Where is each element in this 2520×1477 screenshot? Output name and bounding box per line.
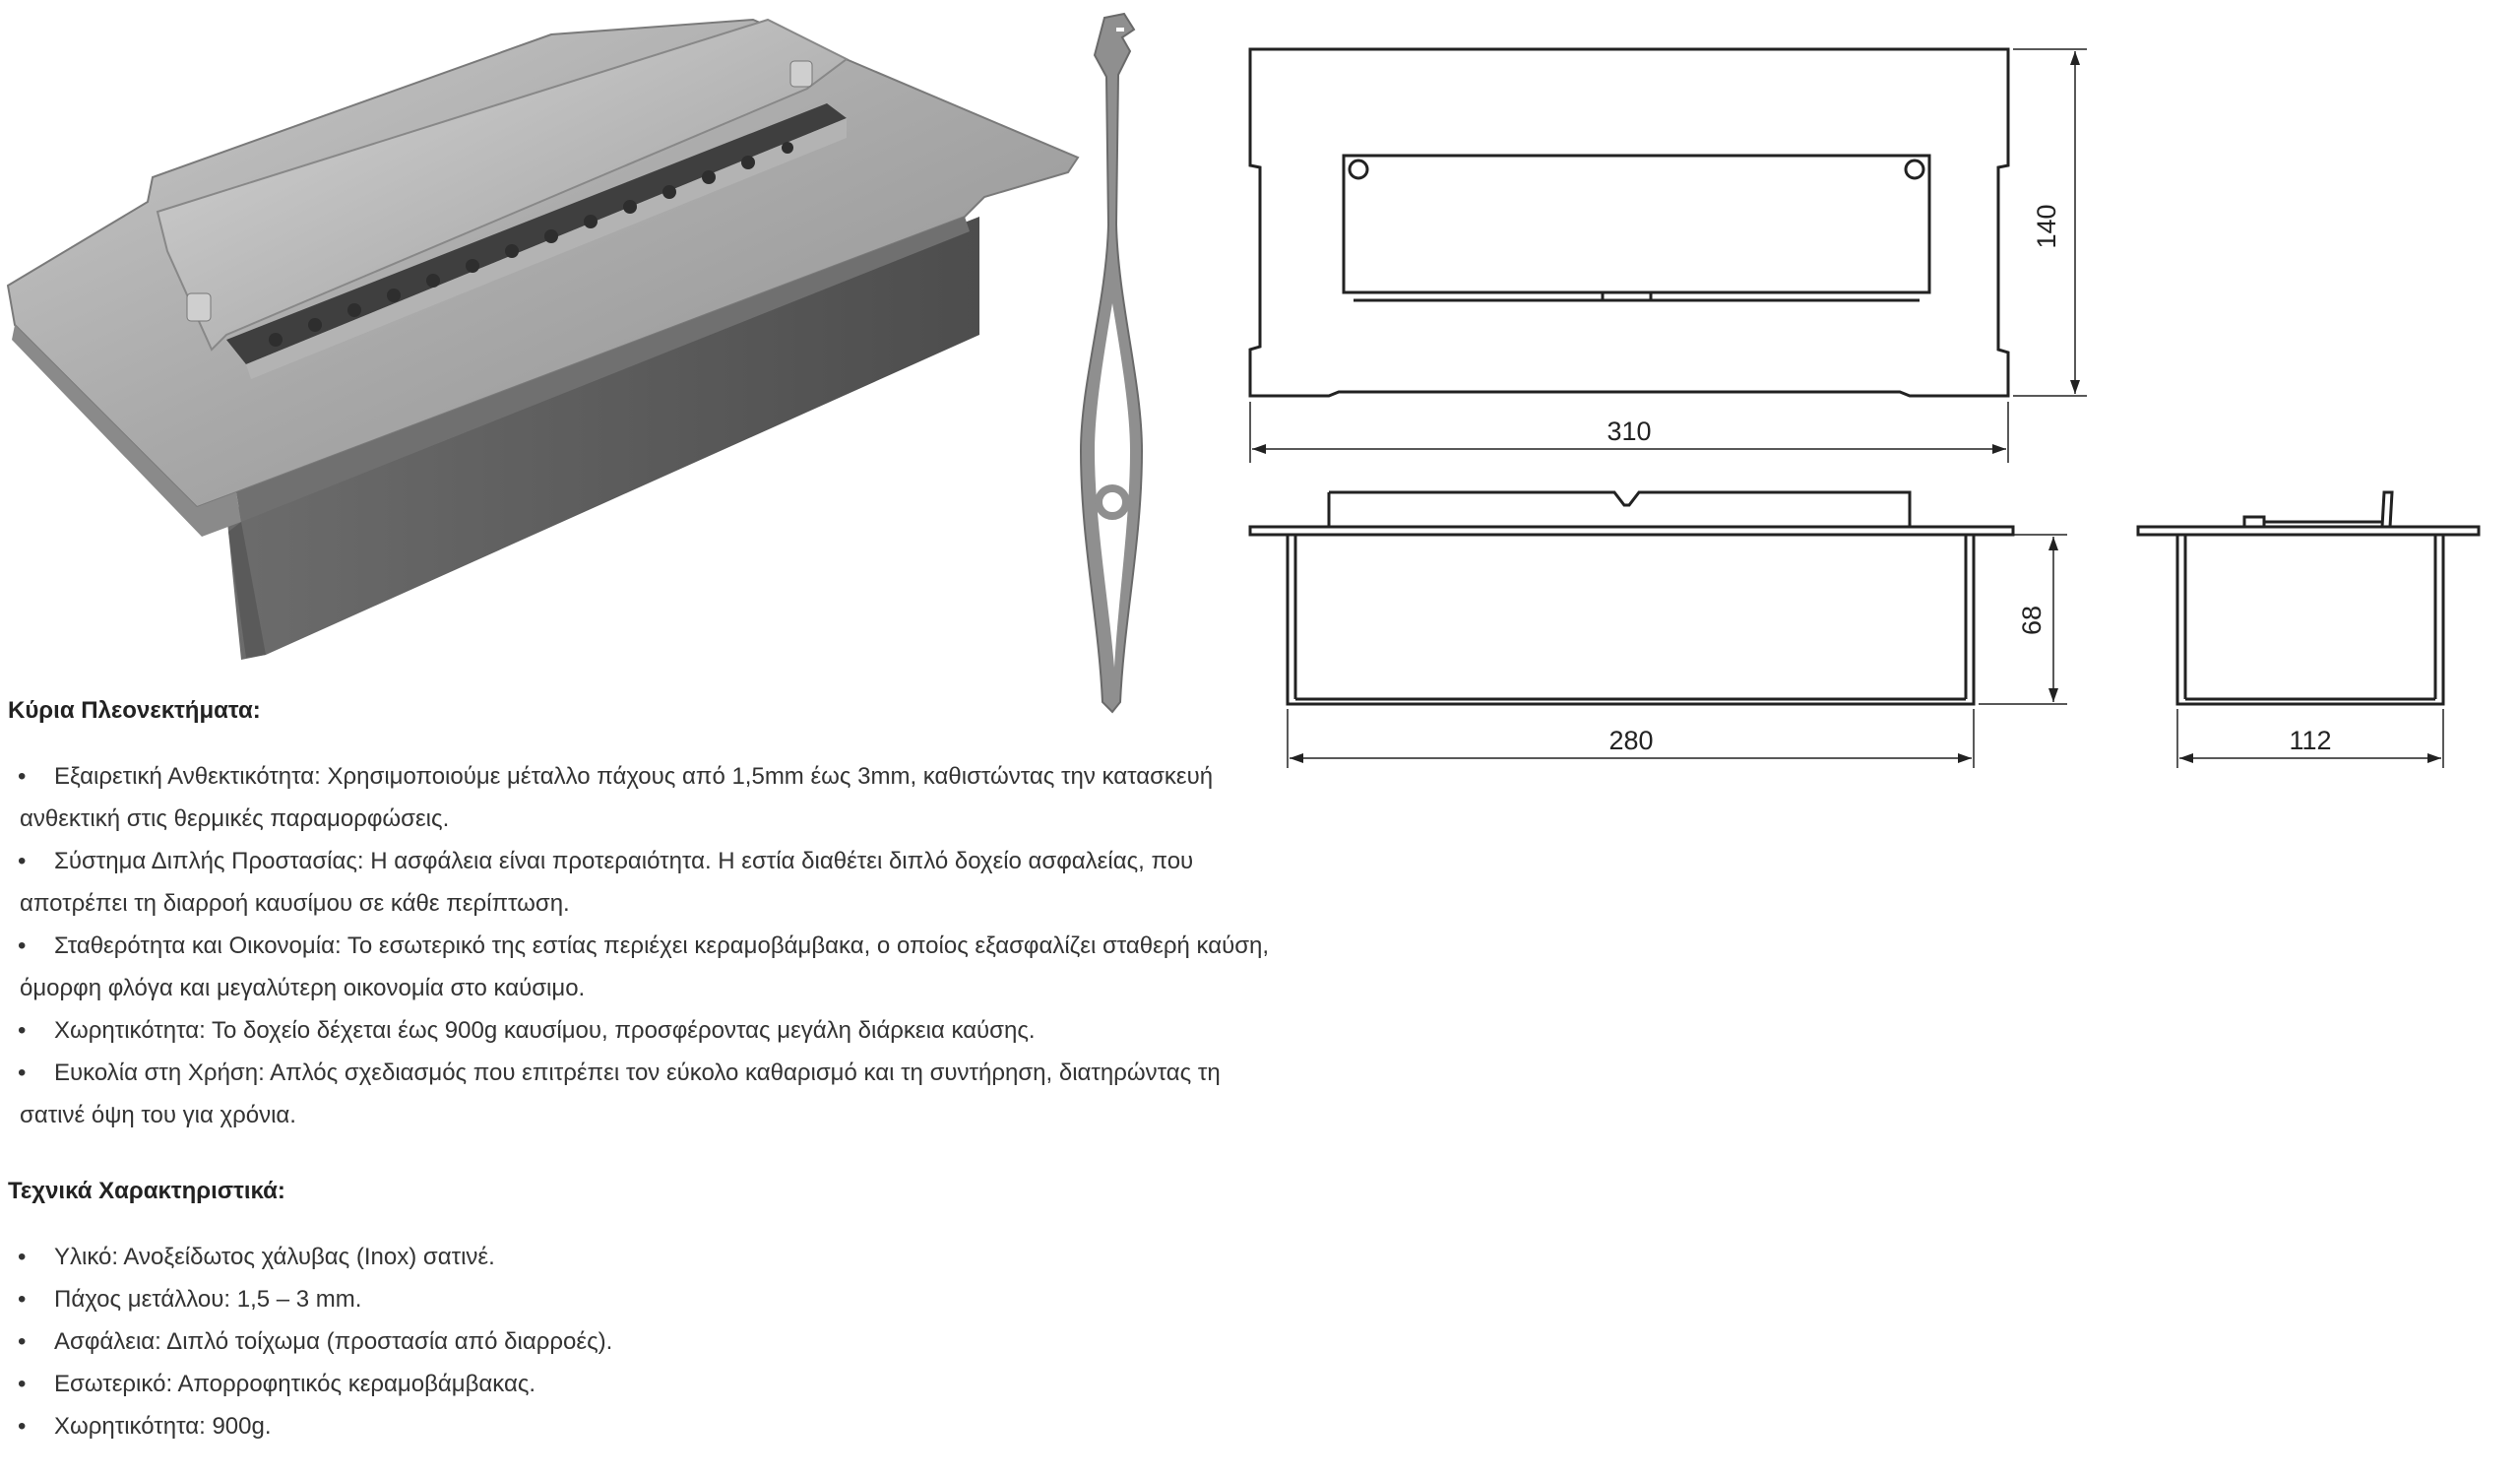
bullet: • [18,1060,27,1086]
list-item-text: Ευκολία στη Χρήση: Απλός σχεδιασμός που επιτρέπει τον εύκολο καθαρισμό και τη συντήρηση, διατηρώντας τη [54,1060,1221,1086]
bullet: • [18,848,27,874]
list-item [0,1363,984,1405]
list-item-text: Χωρητικότητα: 900g. [54,1413,272,1440]
list-item-text: Εσωτερικό: Απορροφητικός κεραμοβάμβακας. [54,1371,536,1397]
list-item-text: Πάχος μετάλλου: 1,5 – 3 mm. [54,1286,362,1313]
list-item [0,1278,984,1320]
list-item [0,1405,984,1447]
bullet: • [18,1017,27,1044]
list-item [0,1236,984,1278]
list-item [0,1052,1398,1136]
bullet: • [18,1328,27,1355]
list-item-text: Χωρητικότητα: Το δοχείο δέχεται έως 900g καυσίμου, προσφέροντας μεγάλη διάρκεια καύσης. [54,1017,1036,1044]
bullet: • [18,1244,27,1270]
list-item [0,1320,984,1363]
list-item-text-cont: όμορφη φλόγα και μεγαλύτερη οικονομία στο καύσιμο. [20,975,586,1001]
advantages-title: Κύρια Πλεονεκτήματα: [8,697,261,724]
bullet: • [18,763,27,790]
specs-list [0,1236,984,1447]
dim-label-top-width: 310 [1606,417,1652,446]
advantages-list [0,755,1398,1136]
dim-label-front-height: 68 [2017,605,2047,636]
bullet: • [18,932,27,959]
list-item [0,755,1398,840]
technical-drawing [1230,30,2510,788]
list-item-text-cont: ανθεκτική στις θερμικές παραμορφώσεις. [20,805,450,832]
list-item-text: Εξαιρετική Ανθεκτικότητα: Χρησιμοποιούμε μέταλλο πάχους από 1,5mm έως 3mm, καθιστώντας την κατασκευή [54,763,1214,790]
list-item-text: Υλικό: Ανοξείδωτος χάλυβας (Inox) σατινέ. [54,1244,495,1270]
dim-label-front-width: 280 [1608,726,1654,755]
burner-product-image [0,0,1122,670]
bullet: • [18,1371,27,1397]
dim-label-side-width: 112 [2289,726,2332,755]
list-item-text-cont: αποτρέπει τη διαρροή καυσίμου σε κάθε περίπτωση. [20,890,570,917]
bullet: • [18,1413,27,1440]
bullet: • [18,1286,27,1313]
specs-title: Τεχνικά Χαρακτηριστικά: [8,1178,285,1204]
adjust-tool-image [1073,8,1162,717]
list-item-text: Σύστημα Διπλής Προστασίας: Η ασφάλεια είναι προτεραιότητα. Η εστία διαθέτει διπλό δοχείο ασφαλείας, που [54,848,1194,874]
list-item-text: Σταθερότητα και Οικονομία: Το εσωτερικό της εστίας περιέχει κεραμοβάμβακα, ο οποίος εξασφαλίζει σταθερή καύση, [54,932,1270,959]
list-item [0,840,1398,925]
dim-label-top-height: 140 [2032,204,2061,249]
list-item-text: Ασφάλεια: Διπλό τοίχωμα (προστασία από διαρροές). [54,1328,613,1355]
list-item [0,925,1398,1009]
list-item-text-cont: σατινέ όψη του για χρόνια. [20,1102,296,1128]
list-item [0,1009,1398,1052]
